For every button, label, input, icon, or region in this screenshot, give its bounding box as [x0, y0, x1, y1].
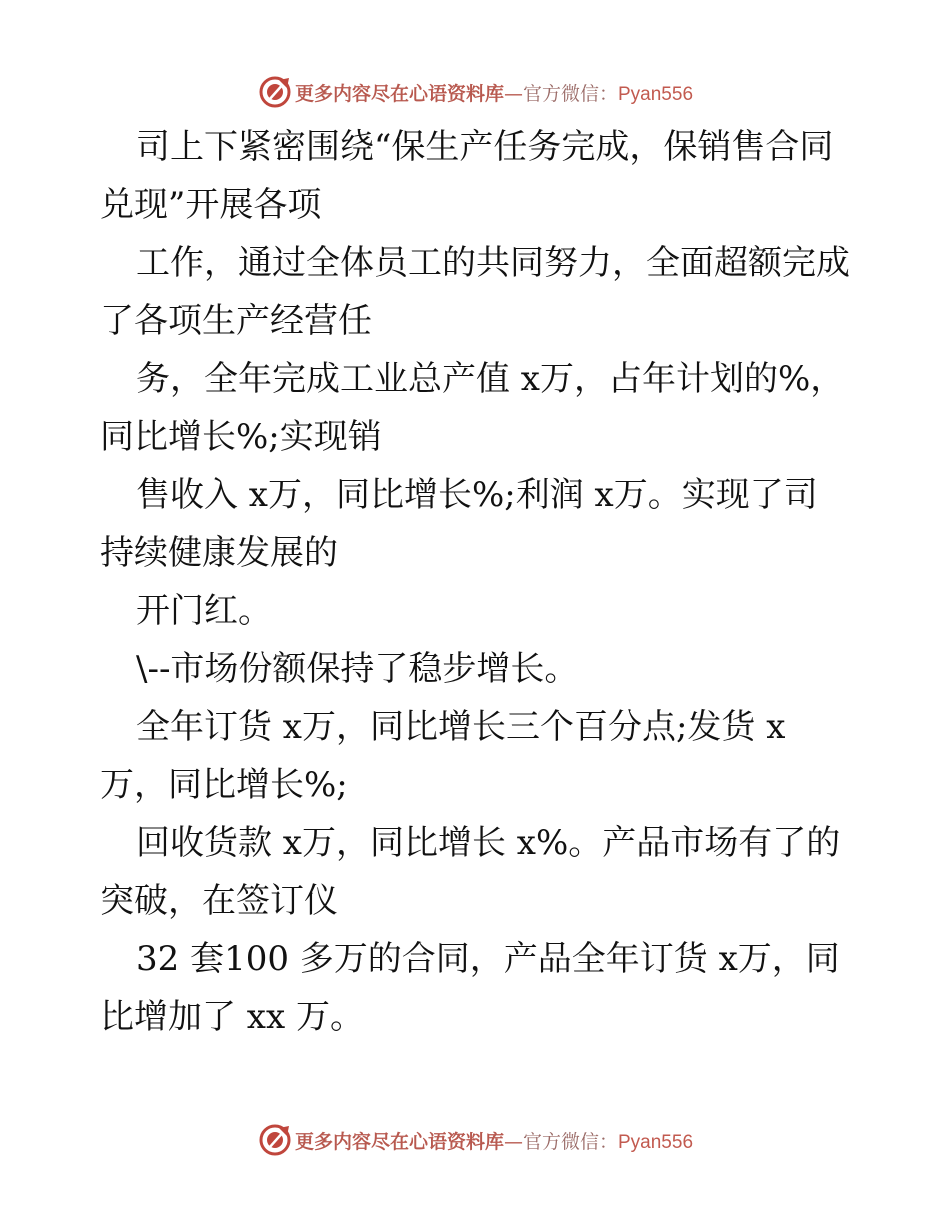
text-line: 回收货款 x万，同比增长 x%。产品市场有了的: [136, 823, 841, 863]
text-line: 持续健康发展的: [100, 533, 338, 573]
text-line: 了各项生产经营任: [100, 301, 372, 341]
text-line: 同比增长%;实现销: [100, 417, 382, 457]
banner-separator: —: [503, 1130, 523, 1153]
text-line: 售收入 x万，同比增长%;利润 x万。实现了司: [136, 475, 818, 515]
banner-account: Pyan556: [618, 1131, 694, 1153]
banner-wechat-label: 官方微信：: [522, 82, 618, 105]
banner-main: 更多内容尽在心语资料库: [294, 1130, 504, 1153]
logo-seal-icon: [257, 74, 293, 110]
banner-text: [295, 79, 693, 106]
text-line: 务，全年完成工业总产值 x万，占年计划的%，: [136, 359, 845, 399]
text-line: 突破，在签订仪: [100, 881, 338, 921]
text-line: \--市场份额保持了稳步增长。: [136, 649, 579, 689]
banner-text: [295, 1127, 693, 1154]
text-line: 万，同比增长%;: [100, 765, 348, 805]
header-banner: [0, 70, 950, 114]
footer-banner: [0, 1118, 950, 1162]
banner-main: 更多内容尽在心语资料库: [294, 82, 504, 105]
text-line: 比增加了 xx 万。: [100, 997, 364, 1037]
text-line: 司上下紧密围绕“保生产任务完成，保销售合同: [136, 127, 834, 167]
text-line: 兑现”开展各项: [100, 185, 322, 225]
text-line: 32 套100 多万的合同，产品全年订货 x万，同: [136, 939, 840, 979]
text-line: 开门红。: [136, 591, 272, 631]
banner-separator: —: [503, 82, 523, 105]
banner-account: Pyan556: [618, 83, 694, 105]
text-line: 工作，通过全体员工的共同努力，全面超额完成: [136, 243, 850, 283]
text-line: 全年订货 x万，同比增长三个百分点;发货 x: [136, 707, 786, 747]
logo-seal-icon: [257, 1122, 293, 1158]
document-body: [100, 118, 860, 1046]
banner-wechat-label: 官方微信：: [522, 1130, 618, 1153]
